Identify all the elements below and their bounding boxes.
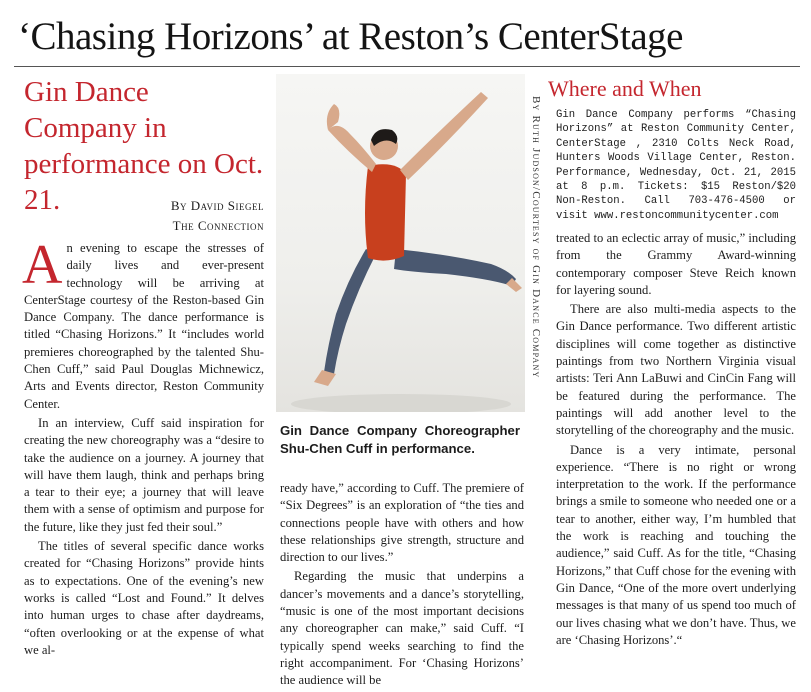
article-paragraph: treated to an eclectic array of music,” including from the Grammy Award-winning contemporary composer Steve Reich known for layering sound. <box>556 231 796 297</box>
article-column-3 <box>556 230 796 651</box>
dancer-photo <box>276 74 525 412</box>
headline: ‘Chasing Horizons’ at Reston’s CenterStage <box>18 15 683 58</box>
article-paragraph: The titles of several specific dance works created for “Chasing Horizons” provide hints as to expectations. One of the evening’s new works is called “Lost and Found.” It delves into human urges to chase after daydreams, “often overlooking or at the expense of what we al- <box>24 539 264 657</box>
article-paragraph: ready have,” according to Cuff. The premiere of “Six Degrees” is an exploration of “the ties and connections people have with others and how these relationships give strength, structure and direction to our lives.” <box>280 481 524 565</box>
article-paragraph: An evening to escape the stresses of daily lives and ever-present technology will be arriving at CenterStage courtesy of the Reston-based Gin Dance Company. The dance performance is titled “Chasing Horizons.” It “includes world premieres choreographed by the talented Shu-Chen Cuff,” said Paul Douglas Michnewicz, Arts and Events director, Reston Community Center. <box>22 234 264 411</box>
article-paragraph: There are also multi-media aspects to the Gin Dance performance. Two different artistic disciplines will come together as distinctive paintings from two Northern Virginia visual artists: Teri Ann LaBuwi and CinCin Fang will be featured during the performance. The paintings will add another level to the storytelling of the choreography and the music. <box>556 302 796 438</box>
article-paragraph: In an interview, Cuff said inspiration for creating the new choreography was a “desire to take the audience on a journey. A journey that will have them laugh, think and perhaps bring a tear to their eye; a journey that will leave them with a sense of optimism and purpose for the future, like they just fed their soul.” <box>24 415 264 534</box>
article-paragraph: Dance is a very intimate, personal experience. “There is no right or wrong interpretation to the work. If the performance brings a smile to someone who needed one or a tear to another, either way, I’m humbled that the work is reaching and touching the audience,” said Cuff. As for the title, “Chasing Horizons,” that Cuff chose for the evening with Gin Dance, “One of the more overt underlying messages is that many of us spend too much of our lives chasing what we don’t have. Thus, we are ‘Chasing Horizons’.“ <box>556 442 796 647</box>
article-paragraph: Regarding the music that underpins a dancer’s movements and a dance’s storytelling, “music is one of the most important decisions any choreographer can make,” said Cuff. “I typically spend weeks searching to find the right accompaniment. For ‘Chasing Horizons’ the audience will be <box>280 569 524 688</box>
where-and-when-heading: Where and When <box>548 76 702 101</box>
dancer-illustration <box>276 74 525 412</box>
where-and-when-text: Gin Dance Company performs “Chasing Horizons” at Reston Community Center, CenterStage , 2310 Colts Neck Road, Hunters Woods Village Center, Reston. Performance, Wednesday, Oct. 21, 2015 at 8 p.m. Tickets: $15 Reston/$20 Non-Reston. Call 703-476-4500 or visit www.restoncommunitycenter.com <box>556 109 796 222</box>
article-column-2 <box>280 480 524 692</box>
headline-rule <box>14 66 800 67</box>
drop-cap: A <box>22 234 63 296</box>
photo-credit: By Ruth Judson/Courtesy of Gin Dance Company <box>530 96 542 379</box>
byline <box>24 196 264 236</box>
byline-author: By David Siegel <box>170 198 264 213</box>
deck-subheading: Gin Dance Company in performance on Oct. 21. <box>24 76 264 216</box>
photo-caption: Gin Dance Company Choreographer Shu-Chen Cuff in performance. <box>280 423 520 456</box>
article-column-1 <box>22 234 264 661</box>
byline-outlet: The Connection <box>172 218 264 233</box>
